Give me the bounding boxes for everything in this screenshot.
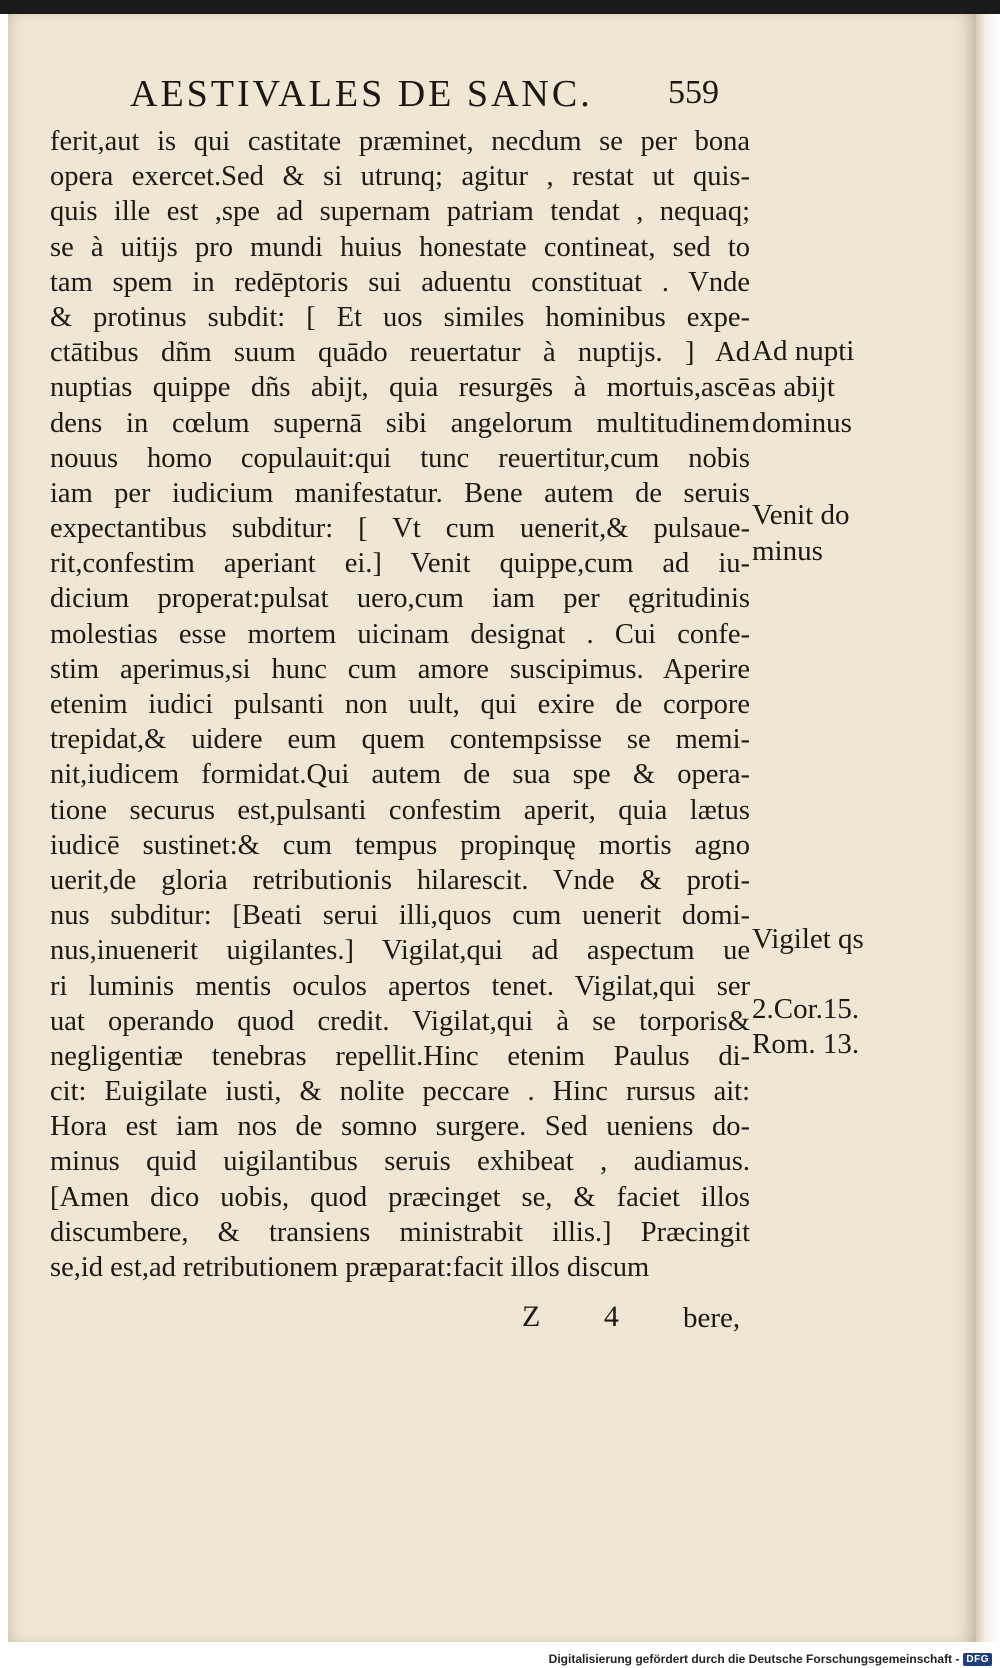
text-line: Hora est iam nos de somno surgere. Sed ueniens do-	[50, 1111, 750, 1143]
text-line: tam spem in redēptoris sui aduentu constituat . Vnde	[50, 266, 750, 298]
footer-credit	[549, 1652, 992, 1666]
dfg-logo-icon: DFG	[963, 1653, 992, 1666]
running-head: AESTIVALES DE SANC.	[130, 73, 593, 115]
text-line: nuptias quippe dñs abijt, quia resurgēs à mortuis,ascē	[50, 372, 750, 404]
text-line: discumbere, & transiens ministrabit illis.] Præcingit	[50, 1216, 750, 1248]
margin-note-venit-dominus: Venit do minus	[752, 499, 850, 567]
catchword: bere,	[683, 1302, 741, 1334]
viewer-top-bar	[0, 0, 1000, 14]
text-line: iudicē sustinet:& cum tempus propinquę mortis agno	[50, 829, 750, 861]
text-line: iam per iudicium manifestatur. Bene autem de seruis	[50, 477, 750, 509]
text-line: cit: Euigilate iusti, & nolite peccare . Hinc rursus ait:	[50, 1076, 750, 1108]
text-line: nus,inuenerit uigilantes.] Vigilat,qui ad aspectum ue	[50, 935, 750, 967]
text-line: nouus homo copulauit:qui tunc reuertitur,cum nobis	[50, 442, 750, 474]
text-line: tione securus est,pulsanti confestim aperit, quia lætus	[50, 794, 750, 826]
text-line: nus subditur: [Beati serui illi,quos cum uenerit domi-	[50, 900, 750, 932]
text-line: etenim iudici pulsanti non uult, qui exire de corpore	[50, 689, 750, 720]
text-line: & protinus subdit: [ Et uos similes hominibus expe-	[50, 301, 750, 333]
text-line: ctātibus dñm suum quādo reuertatur à nuptijs. ] Ad	[50, 337, 750, 369]
text-line: expectantibus subditur: [ Vt cum uenerit,& pulsaue-	[50, 513, 750, 545]
margin-note-ad-nuptias: Ad nupti as abijt dominus	[752, 335, 855, 439]
body-text	[50, 124, 750, 1285]
text-line: se,id est,ad retributionem præparat:facit illos discum	[50, 1252, 650, 1283]
text-line: quis ille est ,spe ad supernam patriam tendat , nequaq;	[50, 196, 750, 228]
text-line: [Amen dico uobis, quod præcinget se, & faciet illos	[50, 1181, 750, 1213]
text-line: uat operando quod credit. Vigilat,qui à se torporis&	[50, 1005, 750, 1037]
text-line: stim aperimus,si hunc cum amore suscipimus. Aperire	[50, 653, 750, 685]
text-line: nit,iudicem formidat.Qui autem de sua spe & opera-	[50, 759, 750, 791]
text-line: se à uitijs pro mundi huius honestate contineat, sed to	[50, 231, 750, 263]
text-line: molestias esse mortem uicinam designat . Cui confe-	[50, 618, 750, 650]
text-line: trepidat,& uidere eum quem contempsisse se memi-	[50, 724, 750, 756]
text-line: rit,confestim aperiant ei.] Venit quippe,cum ad iu-	[50, 548, 750, 580]
text-line: uerit,de gloria retributionis hilarescit. Vnde & proti-	[50, 864, 750, 896]
text-line: minus quid uigilantibus seruis exhibeat , audiamus.	[50, 1146, 750, 1178]
text-line: ri luminis mentis oculos apertos tenet. Vigilat,qui ser	[50, 970, 750, 1002]
text-line: negligentiæ tenebras repellit.Hinc etenim Paulus di-	[50, 1040, 750, 1072]
footer-credit-text: Digitalisierung gefördert durch die Deutsche Forschungsgemeinschaft -	[548, 1652, 960, 1666]
margin-note-rom: Rom. 13.	[752, 1028, 860, 1060]
margin-note-vigilet: Vigilet qs	[752, 923, 864, 955]
text-line: ferit,aut is qui castitate præminet, necdum se per bona	[50, 126, 750, 157]
text-line: dicium properat:pulsat uero,cum iam per ęgritudinis	[50, 583, 750, 615]
page-number: 559	[668, 74, 719, 111]
text-line: dens in cœlum supernā sibi angelorum multitudinem	[50, 407, 750, 439]
margin-note-2cor: 2.Cor.15.	[752, 993, 860, 1025]
page-edge	[976, 14, 1000, 1642]
text-line: opera exercet.Sed & si utrunq; agitur , restat ut quis-	[50, 161, 750, 193]
signature-mark: Z 4	[522, 1300, 647, 1333]
